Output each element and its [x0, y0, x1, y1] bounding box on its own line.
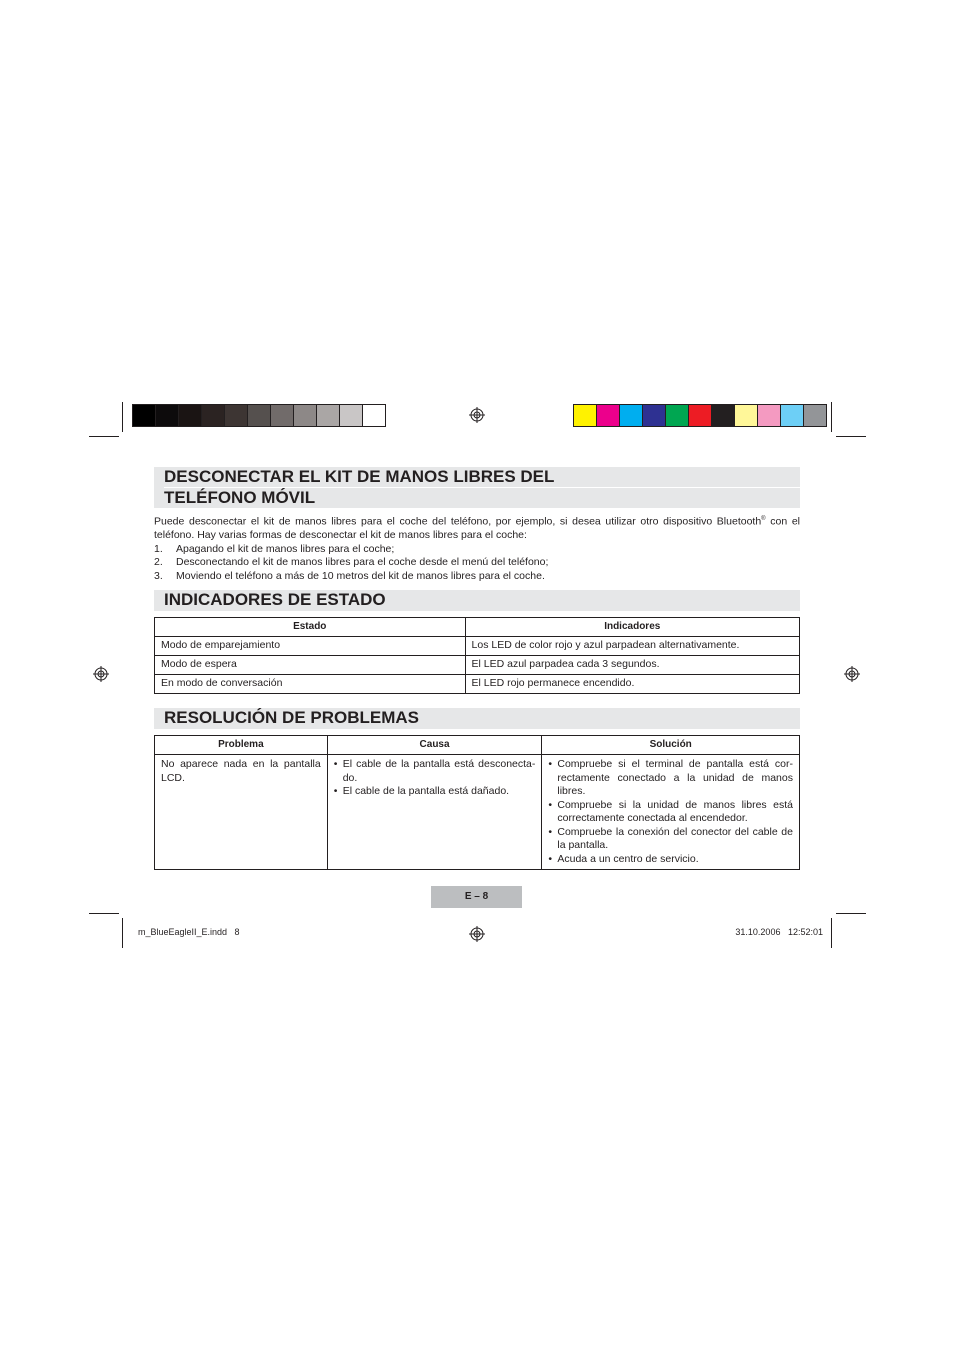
table-row [155, 656, 800, 675]
color-swatch [294, 405, 317, 426]
column-header: Indicadores [465, 618, 799, 637]
color-swatch [574, 405, 597, 426]
crop-mark [831, 402, 832, 432]
list-item: 3. Moviendo el teléfono a más de 10 metros del kit de manos libres para el coche. [154, 569, 545, 582]
table-row [155, 755, 800, 870]
footer-filename: m_BlueEagleII_E.indd 8 [138, 927, 240, 937]
solution-cell [542, 755, 800, 870]
color-swatch [758, 405, 781, 426]
registration-mark-icon [469, 407, 485, 423]
column-header: Solución [542, 736, 800, 755]
intro-text: Puede desconectar el kit de manos libres para el coche del teléfono, por ejemplo, si desea utilizar otro dispositivo Bluetooth® con el teléfono. Hay varias formas de desconectar el kit de manos libres para el coche: [154, 515, 800, 541]
color-swatch [643, 405, 666, 426]
table-cell: Modo de emparejamiento [155, 637, 466, 656]
crop-mark [89, 913, 119, 914]
list-item: • Compruebe si la unidad de manos libres está correctamente conectada al encendedor. [548, 798, 793, 824]
heading-line-1: DESCONECTAR EL KIT DE MANOS LIBRES DEL [164, 467, 555, 486]
color-swatch [781, 405, 804, 426]
column-header: Causa [327, 736, 542, 755]
color-swatch [666, 405, 689, 426]
table-cell: Los LED de color rojo y azul parpadean alternativamente. [465, 637, 799, 656]
color-swatch [363, 405, 385, 426]
causes-list [334, 758, 536, 799]
color-swatch [248, 405, 271, 426]
list-item: 2. Desconectando el kit de manos libres para el coche desde el menú del teléfono; [154, 556, 549, 568]
crop-mark [836, 436, 866, 437]
grayscale-color-bar [132, 404, 386, 427]
color-swatch [156, 405, 179, 426]
color-swatch [271, 405, 294, 426]
table-cell: Modo de espera [155, 656, 466, 675]
table-header-row [155, 618, 800, 637]
list-item: • Compruebe si el terminal de pantalla está cor-rectamente conectado a la unidad de manos libres. [548, 758, 793, 797]
column-header: Problema [155, 736, 328, 755]
color-swatch [317, 405, 340, 426]
registration-mark-icon [469, 926, 485, 942]
footer-timestamp: 31.10.2006 12:52:01 [735, 927, 823, 937]
section-title: INDICADORES DE ESTADO [164, 590, 386, 609]
column-header: Estado [155, 618, 466, 637]
table-cell: El LED rojo permanece encendido. [465, 675, 799, 694]
list-item: 1. Apagando el kit de manos libres para el coche; [154, 542, 395, 555]
table-row [155, 675, 800, 694]
table-cell: En modo de conversación [155, 675, 466, 694]
color-swatch [597, 405, 620, 426]
list-item: • Compruebe la conexión del conector del cable de la pantalla. [548, 825, 793, 851]
color-swatch [133, 405, 156, 426]
crop-mark [122, 918, 123, 948]
registration-mark-icon [844, 666, 860, 682]
process-color-bar [573, 404, 827, 427]
color-swatch [712, 405, 735, 426]
intro-paragraph [154, 513, 800, 583]
cause-cell [327, 755, 542, 870]
heading-line-2: TELÉFONO MÓVIL [164, 487, 800, 508]
page-number: E – 8 [431, 886, 522, 908]
color-swatch [620, 405, 643, 426]
disconnect-methods-list [154, 543, 800, 584]
section-heading-disconnect [154, 467, 800, 508]
registration-mark-icon [93, 666, 109, 682]
color-swatch [804, 405, 826, 426]
color-swatch [179, 405, 202, 426]
color-swatch [735, 405, 758, 426]
status-indicators-table [154, 617, 800, 694]
table-row [155, 637, 800, 656]
color-swatch [340, 405, 363, 426]
problem-cell: No aparece nada en la pantalla LCD. [155, 755, 328, 870]
section-title: RESOLUCIÓN DE PROBLEMAS [164, 708, 420, 727]
solutions-list [548, 758, 793, 866]
list-item: • Acuda a un centro de servicio. [548, 852, 699, 865]
color-swatch [202, 405, 225, 426]
table-cell: El LED azul parpadea cada 3 segundos. [465, 656, 799, 675]
section-heading-troubleshooting [154, 708, 800, 729]
section-heading-status [154, 590, 800, 611]
color-swatch [225, 405, 248, 426]
crop-mark [831, 918, 832, 948]
crop-mark [836, 913, 866, 914]
color-swatch [689, 405, 712, 426]
list-item: • El cable de la pantalla está desconecta-do. [333, 758, 536, 784]
troubleshooting-table [154, 735, 800, 870]
table-header-row [155, 736, 800, 755]
crop-mark [122, 402, 123, 432]
crop-mark [89, 436, 119, 437]
list-item: • El cable de la pantalla está dañado. [333, 785, 510, 797]
